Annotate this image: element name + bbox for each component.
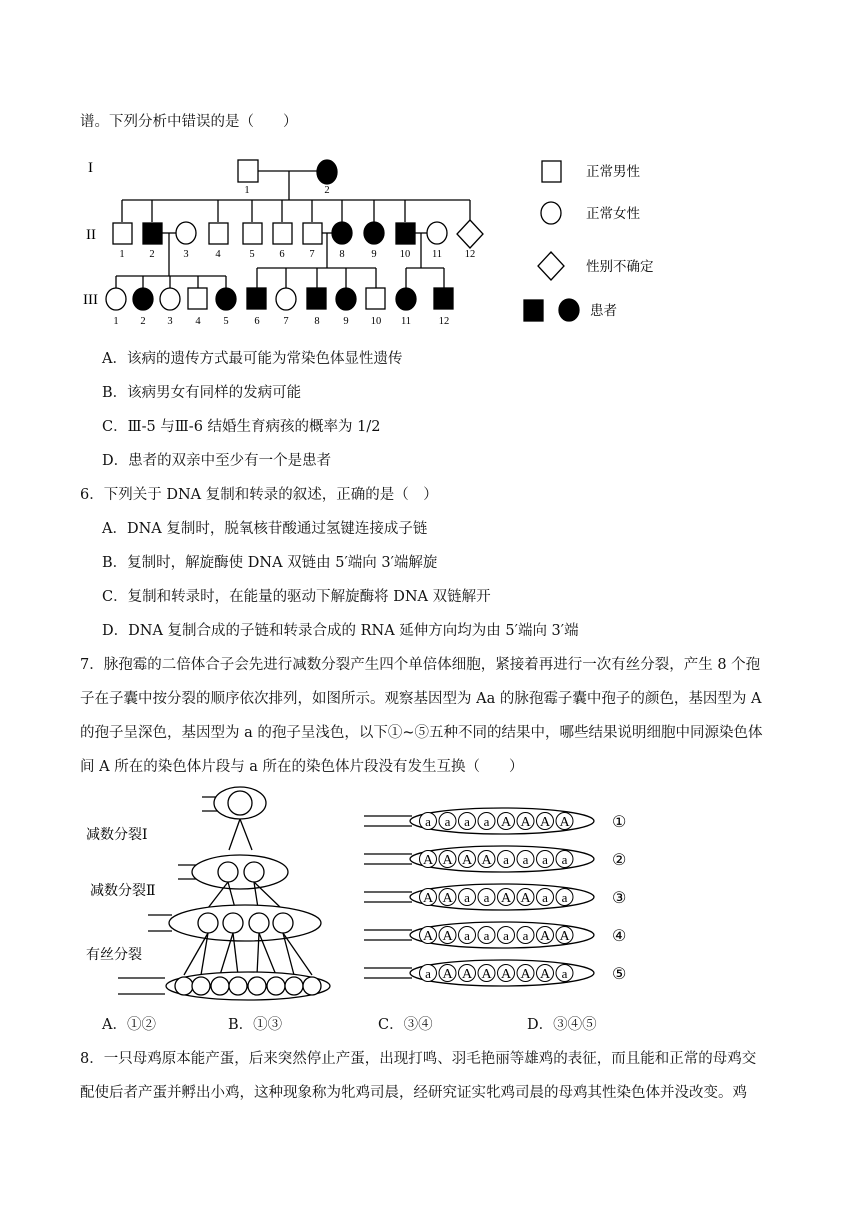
gen3-5 xyxy=(216,288,236,310)
spore-genotype: A xyxy=(539,815,551,830)
q7-stem-line-4: 间 A 所在的染色体片段与 a 所在的染色体片段没有发生互换（ ） xyxy=(80,759,524,775)
spore-genotype: a xyxy=(561,890,568,905)
spore-genotype: a xyxy=(503,852,509,867)
legend-female-symbol xyxy=(541,202,561,224)
gen2-8 xyxy=(332,222,352,244)
gen2-4 xyxy=(209,223,228,244)
q6-option-d: D．DNA 复制合成的子链和转录合成的 RNA 延伸方向均为由 5′端向 3′端 xyxy=(102,623,579,639)
q5-option-d: D．患者的双亲中至少有一个是患者 xyxy=(102,453,332,469)
spore-genotype: a xyxy=(425,966,431,981)
legend-unknown-symbol xyxy=(538,252,564,280)
asci-results xyxy=(360,805,640,995)
spore-genotype: a xyxy=(444,814,451,829)
q8-stem-line-2: 配使后者产蛋并孵出小鸡，这种现象称为牝鸡司晨，经研究证实牝鸡司晨的母鸡其性染色体并没改变。鸡 xyxy=(80,1085,747,1101)
gen1-female-2 xyxy=(317,160,337,184)
spore-genotype: A xyxy=(559,929,570,944)
pedigree-chart xyxy=(80,148,680,338)
legend-patient-female xyxy=(559,299,579,321)
gen2-num: 10 xyxy=(399,249,411,260)
gen2-num: 2 xyxy=(149,249,155,260)
spore-genotype: a xyxy=(522,852,529,867)
gen2-num: 1 xyxy=(119,249,125,260)
spore-genotype: A xyxy=(481,967,492,982)
spore-genotype: A xyxy=(442,853,453,868)
q5-option-a: A．该病的遗传方式最可能为常染色体显性遗传 xyxy=(102,351,403,367)
ascus-number: ① xyxy=(612,814,627,831)
legend-normal-female: 正常女性 xyxy=(586,206,640,222)
gen-label-II: II xyxy=(86,227,96,243)
spore-genotype: A xyxy=(422,929,434,944)
spore-genotype: a xyxy=(425,814,431,829)
spore-genotype: a xyxy=(542,852,548,867)
gen1-male-1 xyxy=(238,160,258,182)
spore-genotype: A xyxy=(442,967,453,982)
spore-genotype: A xyxy=(500,815,512,830)
gen2-1 xyxy=(113,223,132,244)
stage-label-meiosis-1: 减数分裂Ⅰ xyxy=(86,828,148,843)
legend-sex-unknown: 性别不确定 xyxy=(586,259,654,275)
ascus-number: ⑤ xyxy=(612,966,627,983)
spore-genotype: A xyxy=(520,891,531,906)
gen1-num-2: 2 xyxy=(324,185,330,196)
gen3-num: 5 xyxy=(223,316,229,327)
gen3-4 xyxy=(188,288,207,309)
ascus-4 xyxy=(364,922,626,948)
gen3-9 xyxy=(336,288,356,310)
spore-genotype: A xyxy=(481,853,492,868)
gen3-8 xyxy=(307,288,326,309)
gen3-num: 12 xyxy=(438,316,450,327)
spore-genotype: a xyxy=(561,852,568,867)
division-diagram xyxy=(80,785,340,1005)
gen3-num: 1 xyxy=(113,316,119,327)
gen2-10 xyxy=(396,223,415,244)
gen2-num: 9 xyxy=(371,249,377,260)
q6-stem: 6．下列关于 DNA 复制和转录的叙述，正确的是（ ） xyxy=(80,487,438,503)
spore-genotype: A xyxy=(461,967,473,982)
ascus-1 xyxy=(364,808,626,834)
gen3-10 xyxy=(366,288,385,309)
spore-genotype: A xyxy=(559,815,570,830)
gen3-num: 7 xyxy=(283,316,289,327)
q6-option-c: C．复制和转录时，在能量的驱动下解旋酶将 DNA 双链解开 xyxy=(102,589,491,605)
ascus-number: ④ xyxy=(612,928,627,945)
spore-genotype: A xyxy=(500,967,512,982)
ascus-number: ② xyxy=(612,852,627,869)
spore-genotype: a xyxy=(522,928,529,943)
spore-genotype: a xyxy=(464,928,470,943)
gen2-num: 6 xyxy=(279,249,285,260)
spore-genotype: A xyxy=(520,815,531,830)
q5-stem: 谱。下列分析中错误的是（ ） xyxy=(80,114,298,130)
spore-genotype: A xyxy=(539,967,551,982)
gen2-num: 5 xyxy=(249,249,255,260)
q7-stem-line-1: 7．脉孢霉的二倍体合子会先进行减数分裂产生四个单倍体细胞，紧接着再进行一次有丝分裂，产生 8 个孢 xyxy=(80,657,761,673)
q7-answer-d: D．③④⑤ xyxy=(527,1017,597,1033)
spore-genotype: a xyxy=(561,966,568,981)
gen2-num: 4 xyxy=(215,249,221,260)
q5-option-b: B．该病男女有同样的发病可能 xyxy=(102,385,302,401)
gen3-11 xyxy=(396,288,416,310)
q7-answer-a: A．①② xyxy=(102,1017,156,1033)
q7-stem-line-2: 子在子囊中按分裂的顺序依次排列，如图所示。观察基因型为 Aa 的脉孢霉子囊中孢子的颜色，基因型为 A xyxy=(80,691,762,707)
gen3-3 xyxy=(160,288,180,310)
ascus-3 xyxy=(364,884,626,910)
spore-genotype: a xyxy=(503,928,509,943)
gen2-12 xyxy=(457,220,483,248)
ascus-number: ③ xyxy=(612,890,627,907)
spore-genotype: a xyxy=(483,928,490,943)
q8-stem-line-1: 8．一只母鸡原本能产蛋，后来突然停止产蛋，出现打鸣、羽毛艳丽等雄鸡的表征，而且能和正常的母鸡交 xyxy=(80,1051,757,1067)
spore-genotype: A xyxy=(461,853,473,868)
ascus-5 xyxy=(364,960,626,986)
stage-label-meiosis-2: 减数分裂Ⅱ xyxy=(90,884,156,899)
gen-label-III: III xyxy=(83,292,98,308)
legend-patient-male xyxy=(524,300,543,321)
gen3-num: 6 xyxy=(254,316,260,327)
legend-normal-male: 正常男性 xyxy=(586,164,640,180)
gen2-3 xyxy=(176,222,196,244)
gen3-num: 8 xyxy=(314,316,320,327)
q6-option-a: A．DNA 复制时，脱氧核苷酸通过氢键连接成子链 xyxy=(102,521,428,537)
ascus-2 xyxy=(364,846,626,872)
spore-genotype: a xyxy=(542,890,548,905)
spore-genotype: A xyxy=(422,853,434,868)
gen-label-I: I xyxy=(88,160,93,176)
gen2-num: 8 xyxy=(339,249,345,260)
spore-genotype: a xyxy=(483,814,490,829)
q7-answer-c: C．③④ xyxy=(378,1017,433,1033)
spore-genotype: A xyxy=(500,891,512,906)
spore-genotype: A xyxy=(520,967,531,982)
gen2-9 xyxy=(364,222,384,244)
spore-genotype: A xyxy=(539,929,551,944)
spore-genotype: a xyxy=(464,814,470,829)
spore-genotype: a xyxy=(483,890,490,905)
q7-stem-line-3: 的孢子呈深色，基因型为 a 的孢子呈浅色，以下①~⑤五种不同的结果中，哪些结果说明细胞中同源染色体 xyxy=(80,725,763,741)
spore-genotype: A xyxy=(442,929,453,944)
gen2-num: 3 xyxy=(183,249,189,260)
gen2-num: 12 xyxy=(464,249,476,260)
gen3-7 xyxy=(276,288,296,310)
gen2-num: 11 xyxy=(431,249,443,260)
gen3-num: 3 xyxy=(167,316,173,327)
gen3-12 xyxy=(434,288,453,309)
gen3-num: 2 xyxy=(140,316,146,327)
gen3-num: 4 xyxy=(195,316,201,327)
gen3-num: 11 xyxy=(400,316,412,327)
gen2-num: 7 xyxy=(309,249,315,260)
legend-patient: 患者 xyxy=(590,303,617,319)
gen3-num: 10 xyxy=(370,316,382,327)
gen3-6 xyxy=(247,288,266,309)
q7-answer-b: B．①③ xyxy=(228,1017,283,1033)
gen2-6 xyxy=(273,223,292,244)
gen2-11 xyxy=(427,222,447,244)
gen3-num: 9 xyxy=(343,316,349,327)
stage-label-mitosis: 有丝分裂 xyxy=(86,948,142,963)
gen1-num-1: 1 xyxy=(244,185,250,196)
spore-genotype: a xyxy=(464,890,470,905)
gen2-2 xyxy=(143,223,162,244)
q6-option-b: B．复制时，解旋酶使 DNA 双链由 5′端向 3′端解旋 xyxy=(102,555,438,571)
gen2-5 xyxy=(243,223,262,244)
gen3-1 xyxy=(106,288,126,310)
q5-option-c: C．Ⅲ-5 与Ⅲ-6 结婚生育病孩的概率为 1/2 xyxy=(102,419,381,435)
spore-genotype: A xyxy=(442,891,453,906)
gen2-7 xyxy=(303,223,322,244)
gen3-2 xyxy=(133,288,153,310)
legend-male-symbol xyxy=(542,161,561,182)
spore-genotype: A xyxy=(422,891,434,906)
